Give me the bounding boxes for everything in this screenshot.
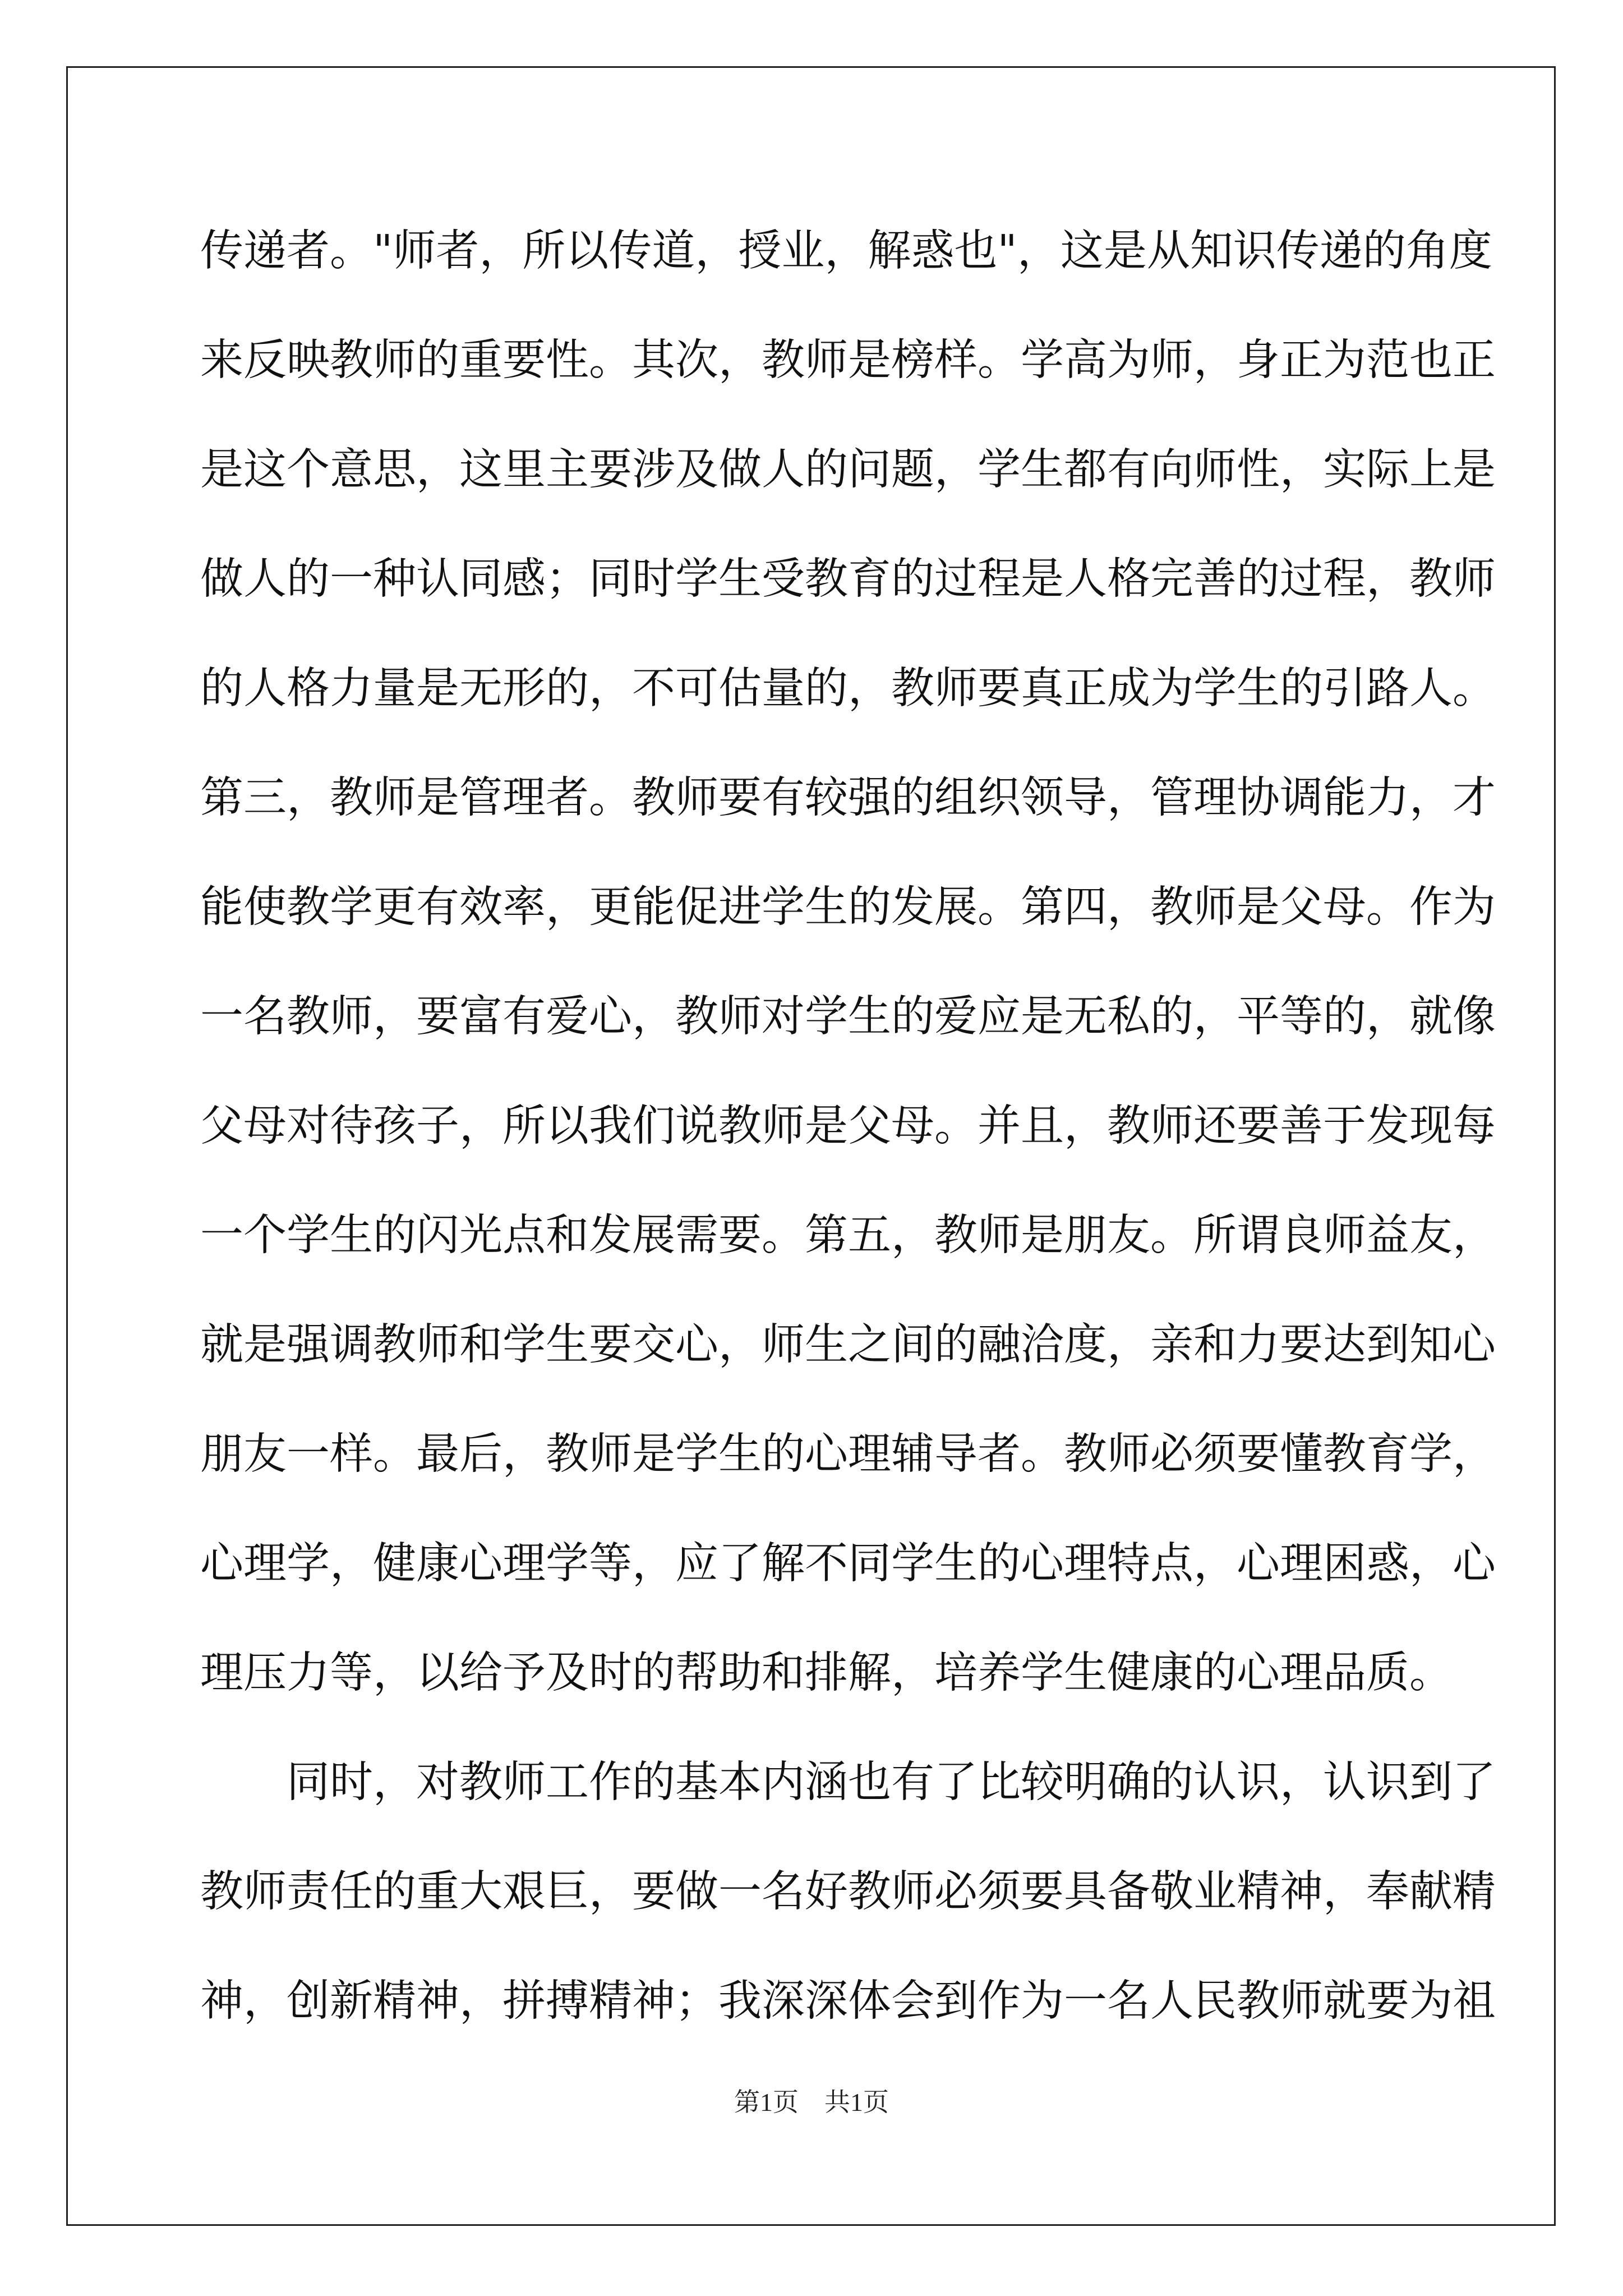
text-line: 父母对待孩子，所以我们说教师是父母。并且，教师还要善于发现每 xyxy=(200,1101,1496,1151)
text-line: 理压力等，以给予及时的帮助和排解，培养学生健康的心理品质。 xyxy=(200,1648,1453,1698)
text-line: 是这个意思，这里主要涉及做人的问题，学生都有向师性，实际上是 xyxy=(200,445,1496,495)
text-line: 做人的一种认同感；同时学生受教育的过程是人格完善的过程，教师 xyxy=(200,554,1496,604)
text-line: 能使教学更有效率，更能促进学生的发展。第四，教师是父母。作为 xyxy=(200,882,1496,932)
text-line: 教师责任的重大艰巨，要做一名好教师必须要具备敬业精神，奉献精 xyxy=(200,1867,1496,1917)
text-line: 神，创新精神，拼搏精神；我深深体会到作为一名人民教师就要为祖 xyxy=(200,1976,1496,2026)
text-line: 朋友一样。最后，教师是学生的心理辅导者。教师必须要懂教育学， xyxy=(200,1429,1496,1479)
page-number-footer: 第1页 共1页 xyxy=(734,2088,889,2116)
text-line: 一名教师，要富有爱心，教师对学生的爱应是无私的，平等的，就像 xyxy=(200,992,1496,1042)
paragraph-first-line: 同时，对教师工作的基本内涵也有了比较明确的认识，认识到了 xyxy=(287,1757,1496,1807)
text-line: 就是强调教师和学生要交心，师生之间的融洽度，亲和力要达到知心 xyxy=(200,1320,1496,1370)
text-line: 第三，教师是管理者。教师要有较强的组织领导，管理协调能力，才 xyxy=(200,773,1496,823)
text-line: 心理学，健康心理学等，应了解不同学生的心理特点，心理困惑，心 xyxy=(200,1539,1496,1589)
text-line: 来反映教师的重要性。其次，教师是榜样。学高为师，身正为范也正 xyxy=(200,335,1496,385)
text-line: 传递者。"师者，所以传道，授业，解惑也"，这是从知识传递的角度 xyxy=(200,226,1492,276)
text-line: 的人格力量是无形的，不可估量的，教师要真正成为学生的引路人。 xyxy=(200,664,1496,714)
text-line: 一个学生的闪光点和发展需要。第五，教师是朋友。所谓良师益友， xyxy=(200,1211,1496,1260)
